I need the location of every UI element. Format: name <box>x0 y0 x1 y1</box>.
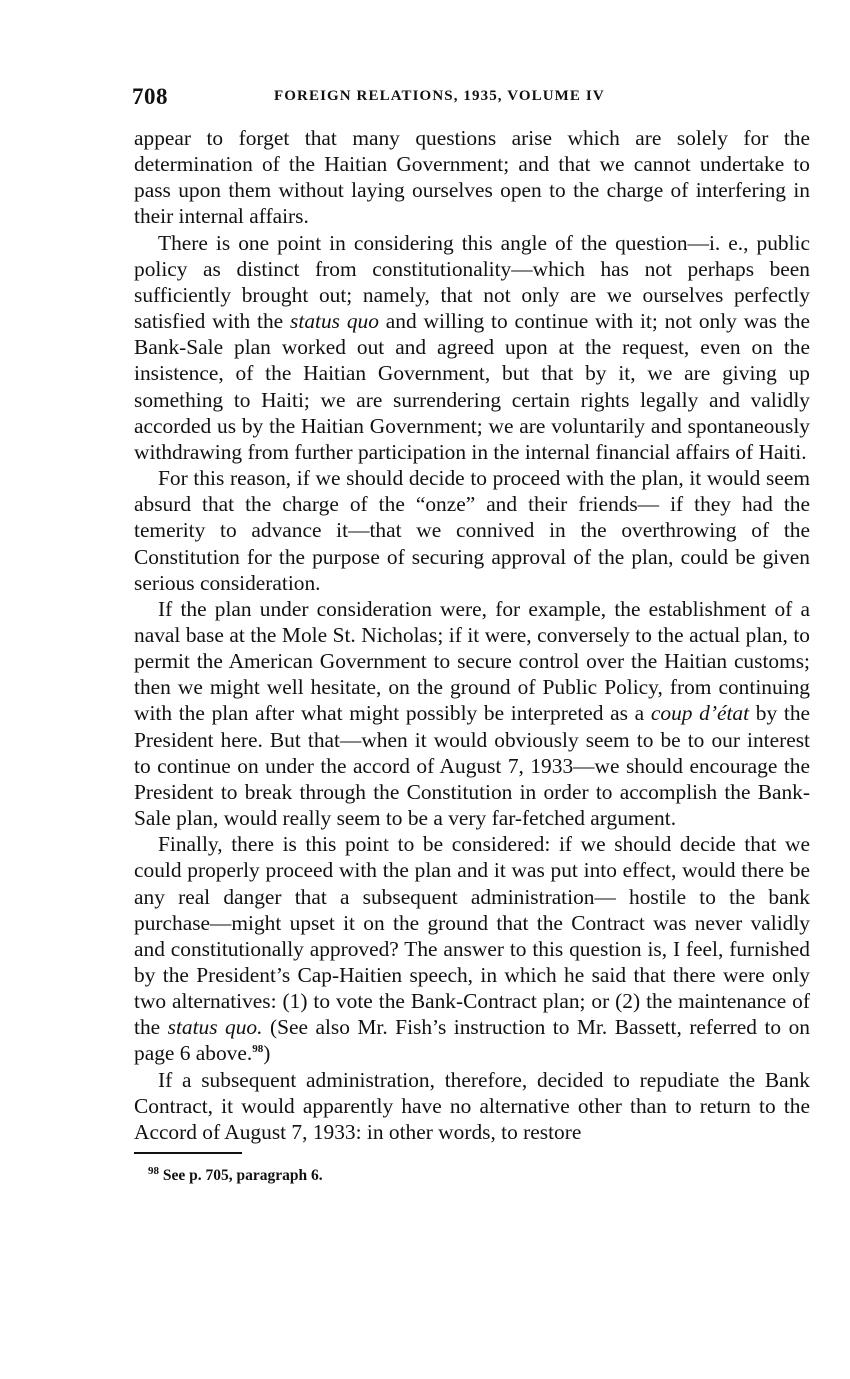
italic-text: coup d’état <box>650 701 750 726</box>
paragraph <box>134 831 810 1066</box>
text-run: There is one point in considering this angle of the question—i. e., public policy as distinct from constitutionality—which has not perhaps been sufficiently brought out; namely, that not only are we ourselves perfectly satisfied with the <box>134 230 810 334</box>
footnote-reference: 98 <box>252 1043 264 1056</box>
document-page <box>134 84 810 1185</box>
text-run: If a subsequent administration, therefore, decided to repudiate the Bank Contract, it would apparently have no alternative other than to return to the Accord of August 7, 1933: in other words, to restore <box>134 1067 810 1144</box>
footnote-rule <box>134 1152 242 1154</box>
body-text <box>134 125 810 1145</box>
paragraph <box>134 465 810 596</box>
text-run: ) <box>263 1041 271 1066</box>
text-run: and willing to continue with it; not only was the Bank-Sale plan worked out and agreed upon at the request, even on the insistence, of the Haitian Government, but that by it, we are giving up something to Haiti; we are surrendering certain rights legally and validly accorded us by the Haitian Government; we are voluntarily and spontaneously withdrawing from further participation in the internal financial affairs of Haiti. <box>134 309 811 464</box>
footnotes <box>134 1164 810 1185</box>
text-run: For this reason, if we should decide to proceed with the plan, it would seem absurd that the charge of the “onze” and their friends— if they had the temerity to advance it—that we connived in the overthrowing of the Constitution for the purpose of securing approval of the plan, could be given serious consideration. <box>134 466 810 595</box>
paragraph <box>134 1067 810 1145</box>
text-run: (See also Mr. Fish’s instruction to Mr. Bassett, referred to on page 6 above. <box>134 1015 810 1066</box>
footnote <box>134 1164 810 1185</box>
page-header <box>134 84 810 112</box>
italic-text: status quo <box>290 309 379 334</box>
italic-text: status quo. <box>167 1015 263 1040</box>
running-head: FOREIGN RELATIONS, 1935, VOLUME IV <box>274 88 605 104</box>
text-run: by the President here. But that—when it would obviously seem to be to our interest to continue on under the accord of August 7, 1933—we should encourage the President to break through the Constitution in order to accomplish the Bank-Sale plan, would really seem to be a very far-fetched argument. <box>134 701 811 831</box>
text-run: appear to forget that many questions arise which are solely for the determination of the Haitian Government; and that we cannot undertake to pass upon them without laying ourselves open to the charge of interfering in their internal affairs. <box>134 126 810 229</box>
footnote-marker: 98 <box>148 1164 159 1177</box>
page-number: 708 <box>132 84 168 109</box>
text-run: Finally, there is this point to be considered: if we should decide that we could properly proceed with the plan and it was put into effect, would there be any real danger that a subsequent administration— hostile to the bank purchase—might upset it on the ground that the Contract was never validly and constitutionally approved? The answer to this question is, I feel, furnished by the President’s Cap-Haitien speech, in which he said that there were only two alternatives: (1) to vote the Bank-Contract plan; or (2) the maintenance of the <box>134 832 810 1040</box>
paragraph <box>134 596 810 831</box>
paragraph <box>134 230 810 465</box>
text-run: If the plan under consideration were, for example, the establishment of a naval base at the Mole St. Nicholas; if it were, conversely to the actual plan, to permit the American Government to secure control over the Haitian customs; then we might well hesitate, on the ground of Public Policy, from continuing with the plan after what might possibly be interpreted as a <box>134 596 810 726</box>
footnote-text: See p. 705, paragraph 6. <box>159 1167 323 1185</box>
paragraph <box>134 125 810 230</box>
